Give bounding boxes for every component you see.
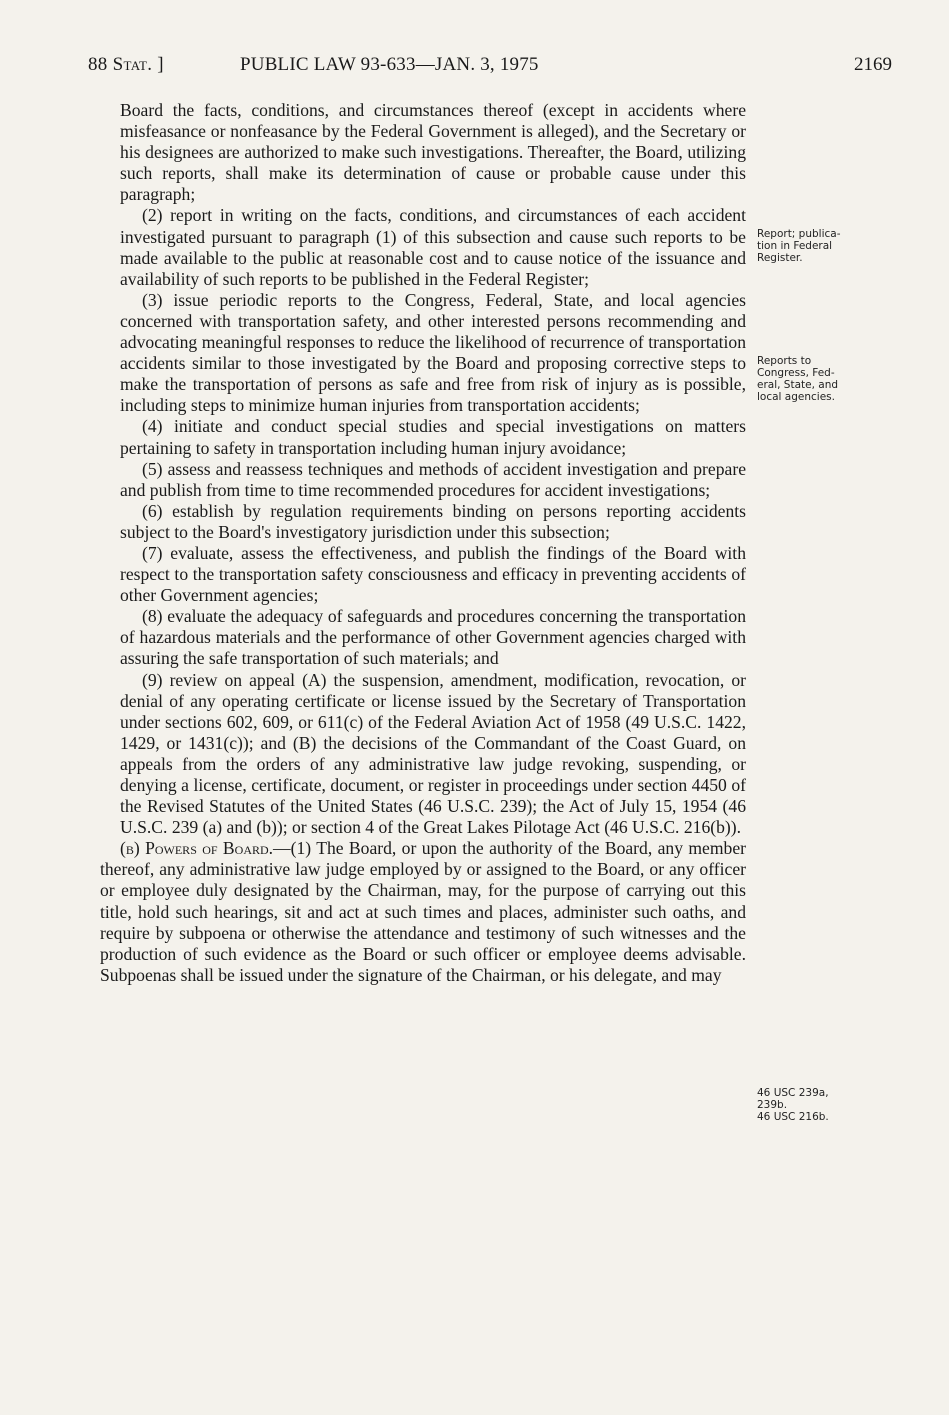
margin-note-usc-citations (757, 1087, 887, 1123)
margin-note-line: Report; publica- (757, 228, 841, 240)
margin-note-line: Congress, Fed- (757, 367, 835, 379)
margin-note-reports-congress (757, 355, 887, 403)
page-header (88, 54, 892, 80)
page-number: 2169 (854, 54, 892, 75)
statute-body (100, 100, 746, 986)
paragraph-3: (3) issue periodic reports to the Congress, Federal, State, and local agencies concerned with transportation safety, and other interested persons recommending and advocating meaningful responses to reduce the likelihood of recurrence of transportation accidents similar to those investigated by the Board and proposing corrective steps to make the transportation of persons as safe and free from risk of injury as is possible, including steps to minimize human injuries from transportation accidents; (120, 289, 746, 416)
paragraph-4: (4) initiate and conduct special studies and special investigations on matters pertaining to safety in transportation including human injury avoidance; (120, 416, 746, 458)
paragraph-9: (9) review on appeal (A) the suspension, amendment, modification, revocation, or denial of any operating certificate or license issued by the Secretary of Transportation under sections 602, 609, or 611(c) of the Federal Aviation Act of 1958 (49 U.S.C. 1422, 1429, or 1431(c)); and (B) the decisions of the Commandant of the Coast Guard, on appeals from the orders of any administrative law judge revoking, suspending, or denying a license, certificate, document, or register in proceedings under section 4450 of the Revised Statutes of the United States (46 U.S.C. 239); the Act of July 15, 1954 (46 U.S.C. 239 (a) and (b)); or section 4 of the Great Lakes Pilotage Act (46 U.S.C. 216(b)). (120, 669, 746, 838)
margin-note-line: 239b. (757, 1099, 788, 1111)
margin-note-report-publication (757, 228, 887, 264)
paragraph-5: (5) assess and reassess techniques and methods of accident investigation and prepare and publish from time to time recommended procedures for accident investigations; (120, 458, 746, 500)
paragraph-2: (2) report in writing on the facts, conditions, and circumstances of each accident investigated pursuant to paragraph (1) of this subsection and cause such reports to be made available to the public at reasonable cost and to cause notice of the issuance and availability of such reports to be published in the Federal Register; (120, 205, 746, 289)
subsection-b-text: (1) The Board, or upon the authority of the Board, any member thereof, any administrative law judge employed by or assigned to the Board, or any officer or employee duly designated by the Chairman, may, for the purpose of carrying out this title, hold such hearings, sit and act at such times and places, administer such oaths, and require by subpoena or otherwise the attendance and testimony of such witnesses and the production of such evidence as the Board or such officer or employee deems advisable. Subpoenas shall be issued under the signature of the Chairman, or his delegate, and may (100, 838, 746, 985)
statute-reference: 88 Stat. ] (88, 54, 164, 75)
subsection-b-heading: (b) Powers of Board.— (120, 838, 291, 859)
paragraph-6: (6) establish by regulation requirements binding on persons reporting accidents subject to the Board's investigatory jurisdiction under this subsection; (120, 500, 746, 542)
margin-note-line: 46 USC 239a, (757, 1087, 829, 1099)
paragraph-7: (7) evaluate, assess the effectiveness, and publish the findings of the Board with respect to the transportation safety consciousness and efficacy in preventing accidents of other Government agencies; (120, 542, 746, 606)
margin-note-line: 46 USC 216b. (757, 1111, 829, 1123)
margin-note-line: local agencies. (757, 391, 835, 403)
margin-note-line: Register. (757, 252, 803, 264)
paragraph-continuation: Board the facts, conditions, and circumstances thereof (except in accidents where misfeasance or nonfeasance by the Federal Government is alleged), and the Secretary or his designees are authorized to make such investigations. Thereafter, the Board, utilizing such reports, shall make its determination of cause or probable cause under this paragraph; (120, 100, 746, 205)
subsection-b (100, 838, 746, 986)
margin-note-line: tion in Federal (757, 240, 833, 252)
margin-note-line: eral, State, and (757, 379, 839, 391)
margin-note-line: Reports to (757, 355, 812, 367)
paragraph-8: (8) evaluate the adequacy of safeguards and procedures concerning the transportation of hazardous materials and the performance of other Government agencies charged with assuring the safe transportation of such materials; and (120, 606, 746, 669)
law-title: PUBLIC LAW 93-633—JAN. 3, 1975 (240, 54, 539, 75)
